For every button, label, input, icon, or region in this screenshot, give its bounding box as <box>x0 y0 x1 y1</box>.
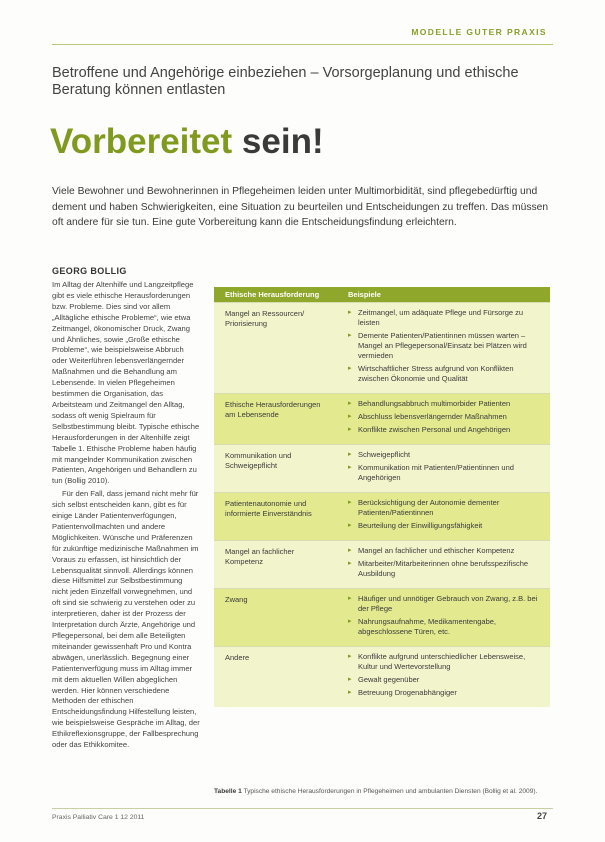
table-row <box>214 646 550 707</box>
example-text: Wirtschaftlicher Stress aufgrund von Konflikten zwischen Ökonomie und Qualität <box>358 364 514 383</box>
example-item <box>348 450 542 460</box>
examples-list <box>348 546 542 579</box>
body-paragraph: Im Alltag der Altenhilfe und Langzeitpflege gibt es viele ethische Herausforderungen bzw. Probleme. Dies sind vor allem „Alltägliche ethische Probleme“, wie etwa Zeitmangel, ökonomischer Druck, Zwang und Ähnliches, sowie „Große ethische Probleme“, wie beispielsweise Abbruch oder Weiterführen lebensverlängernder Maßnahmen und die Behandlung am Lebensende. In vielen Pflegeheimen bestimmen die Organisation, das Arbeitsteam und Zeitmangel den Alltag, sodass oft wenig Spielraum für Selbstbestimmung bleibt. Typische ethische Herausforderungen in der Altenhilfe zeigt Tabelle 1. Ethische Probleme haben häufig mit mangelnder Kommunikation zwischen Patienten, Angehörigen und Behandlern zu tun (Bollig 2010). <box>52 280 200 486</box>
table-row <box>214 588 550 646</box>
example-item <box>348 546 542 556</box>
example-item <box>348 675 542 685</box>
examples-list <box>348 308 542 384</box>
examples-cell <box>338 394 550 444</box>
examples-list <box>348 498 542 531</box>
example-text: Betreuung Drogenabhängiger <box>358 688 457 697</box>
example-text: Häufiger und unnötiger Gebrauch von Zwang, z.B. bei der Pflege <box>358 594 538 613</box>
example-text: Kommunikation mit Patienten/Patientinnen und Angehörigen <box>358 463 514 482</box>
bullet-arrow-icon: ▸ <box>348 309 352 316</box>
examples-cell <box>338 647 550 707</box>
article-subtitle: Betroffene und Angehörige einbeziehen – Vorsorgeplanung und ethische Beratung können entlasten <box>52 65 519 98</box>
examples-cell <box>338 303 550 393</box>
challenge-cell: Mangel an Ressourcen/ Priorisierung <box>225 309 305 328</box>
bullet-arrow-icon: ▸ <box>348 653 352 660</box>
examples-cell <box>338 493 550 540</box>
article-intro: Viele Bewohner und Bewohnerinnen in Pflegeheimen leiden unter Multimorbidität, sind pflegebedürftig und dement und haben Schwierigkeiten, eine Situation zu beurteilen und Entscheidungen zu treffen. Das müssen oft andere für sie tun. Eine gute Vorbereitung kann die Entscheidungsfindung erleichtern. <box>52 186 549 228</box>
example-text: Demente Patienten/Patientinnen müssen warten – Mangel an Pflegepersonal/Einsatz bei Plätzen wird vermieden <box>358 331 527 360</box>
body-paragraph: Für den Fall, dass jemand nicht mehr für sich selbst entscheiden kann, gibt es für einige Länder Patientenverfügungen, Patientenvollmachten und andere Möglichkeiten. Wünsche und Präferenzen für zukünftige medizinische Maßnahmen im Voraus zu erfassen, ist hinsichtlich der Lebensqualität sinnvoll. Allerdings können diese Hilfsmittel zur Selbstbestimmung nicht jeden Einzelfall vorwegnehmen, und oft sind sie schwierig zu verstehen oder zu interpretieren, daher ist der Prozess der Interpretation durch Ärzte, Angehörige und Pflegepersonal, bei dem alle Beteiligten miteinander gewissenhaft Pro und Kontra abwägen, unerlässlich. Begegnung einer Patientenverfügung muss im Alltag immer mit dem aktuellen Willen abgeglichen werden. Hier können verschiedene Methoden der ethischen Entscheidungsfindung Hilfestellung leisten, wie beispielsweise Gespräche im Alltag, der Ethikreflexionsgruppe, der Fallbesprechung oder das Ethikkomitee. <box>52 489 200 750</box>
body-text <box>52 280 200 800</box>
challenge-cell: Mangel an fachlicher Kompetenz <box>225 547 295 566</box>
challenge-cell: Kommunikation und Schweigepflicht <box>225 451 292 470</box>
footer-publication: Praxis Palliativ Care 1 12 2011 <box>52 814 145 821</box>
example-item <box>348 331 542 361</box>
example-text: Schweigepflicht <box>358 450 411 459</box>
table-caption <box>214 787 544 796</box>
page-number: 27 <box>536 811 547 821</box>
section-label: MODELLE GUTER PRAXIS <box>411 27 547 37</box>
title-accent: Vorbereitet <box>50 122 233 161</box>
bullet-arrow-icon: ▸ <box>348 560 352 567</box>
table-body <box>214 302 550 707</box>
article-title <box>50 122 324 162</box>
bullet-arrow-icon: ▸ <box>348 547 352 554</box>
example-text: Berücksichtigung der Autonomie dementer Patienten/Patientinnen <box>358 498 500 517</box>
examples-cell <box>338 589 550 646</box>
examples-list <box>348 652 542 698</box>
table-row <box>214 492 550 540</box>
header-challenge: Ethische Herausforderung <box>225 290 320 299</box>
bullet-arrow-icon: ▸ <box>348 365 352 372</box>
bullet-arrow-icon: ▸ <box>348 676 352 683</box>
example-text: Behandlungsabbruch multimorbider Patienten <box>358 399 511 408</box>
bullet-arrow-icon: ▸ <box>348 689 352 696</box>
example-text: Nahrungsaufnahme, Medikamentengabe, abgeschlossene Türen, etc. <box>358 617 497 636</box>
example-text: Mangel an fachlicher und ethischer Kompetenz <box>358 546 515 555</box>
example-text: Beurteilung der Einwilligungsfähigkeit <box>358 521 483 530</box>
examples-cell <box>338 445 550 492</box>
example-item <box>348 617 542 637</box>
caption-label: Tabelle 1 <box>214 788 242 795</box>
table-row <box>214 444 550 492</box>
bullet-arrow-icon: ▸ <box>348 595 352 602</box>
example-text: Gewalt gegenüber <box>358 675 420 684</box>
author-name: GEORG BOLLIG <box>52 266 127 276</box>
bullet-arrow-icon: ▸ <box>348 426 352 433</box>
challenge-cell: Ethische Herausforderungen am Lebensende <box>225 400 321 419</box>
header-rule <box>52 44 553 45</box>
bullet-arrow-icon: ▸ <box>348 499 352 506</box>
example-text: Abschluss lebensverlängernder Maßnahmen <box>358 412 507 421</box>
example-item <box>348 498 542 518</box>
example-text: Mitarbeiter/Mitarbeiterinnen ohne berufsspezifische Ausbildung <box>358 559 529 578</box>
example-item <box>348 652 542 672</box>
table-row <box>214 393 550 444</box>
challenge-cell: Zwang <box>225 595 248 604</box>
challenge-cell: Patientenautonomie und informierte Einverständnis <box>225 499 312 518</box>
bullet-arrow-icon: ▸ <box>348 413 352 420</box>
challenge-cell: Andere <box>225 653 250 662</box>
examples-cell <box>338 541 550 588</box>
example-text: Zeitmangel, um adäquate Pflege und Fürsorge zu leisten <box>358 308 524 327</box>
example-item <box>348 425 542 435</box>
example-item <box>348 399 542 409</box>
table-row <box>214 302 550 393</box>
example-item <box>348 412 542 422</box>
examples-list <box>348 594 542 637</box>
bullet-arrow-icon: ▸ <box>348 332 352 339</box>
examples-list <box>348 450 542 483</box>
example-item <box>348 594 542 614</box>
example-item <box>348 364 542 384</box>
bullet-arrow-icon: ▸ <box>348 400 352 407</box>
header-examples: Beispiele <box>348 290 381 299</box>
example-item <box>348 463 542 483</box>
footer-rule <box>52 808 553 809</box>
bullet-arrow-icon: ▸ <box>348 522 352 529</box>
table-header <box>214 287 550 302</box>
bullet-arrow-icon: ▸ <box>348 451 352 458</box>
examples-list <box>348 399 542 435</box>
bullet-arrow-icon: ▸ <box>348 618 352 625</box>
example-text: Konflikte zwischen Personal und Angehörigen <box>358 425 511 434</box>
example-text: Konflikte aufgrund unterschiedlicher Lebensweise, Kultur und Wertevorstellung <box>358 652 526 671</box>
table-row <box>214 540 550 588</box>
example-item <box>348 521 542 531</box>
example-item <box>348 559 542 579</box>
example-item <box>348 688 542 698</box>
title-rest: sein! <box>232 122 324 161</box>
example-item <box>348 308 542 328</box>
bullet-arrow-icon: ▸ <box>348 464 352 471</box>
caption-text: Typische ethische Herausforderungen in Pflegeheimen und ambulanten Diensten (Bollig et al. 2009). <box>241 788 538 795</box>
ethics-table <box>214 287 550 707</box>
